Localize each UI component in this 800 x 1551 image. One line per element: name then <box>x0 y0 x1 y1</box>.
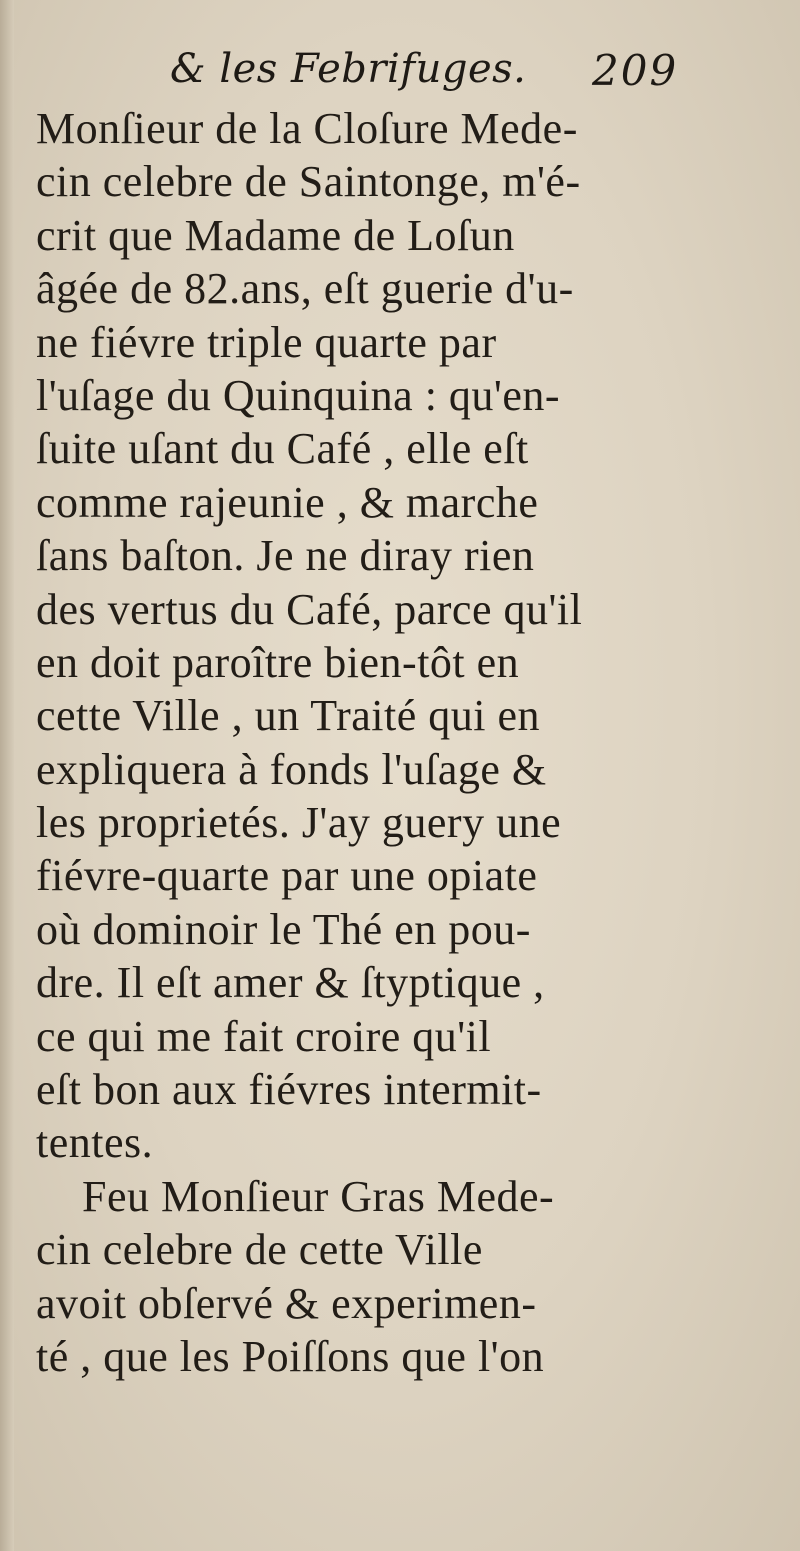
text-line: expliquera à fonds l'uſage & <box>36 744 547 794</box>
page-number: 209 <box>592 46 679 95</box>
text-line: ce qui me fait croire qu'il <box>36 1011 492 1061</box>
text-line: crit que Madame de Loſun <box>36 210 515 260</box>
text-line: comme rajeunie , & marche <box>36 477 539 527</box>
text-line: âgée de 82.ans, eſt guerie d'u- <box>36 264 574 314</box>
text-line: té , que les Poiſſons que l'on <box>36 1331 545 1381</box>
text-line: fiévre-quarte par une opiate <box>36 851 538 901</box>
text-line: tentes. <box>36 1118 154 1168</box>
text-line: des vertus du Café, parce qu'il <box>36 584 583 634</box>
text-line: ſans baſton. Je ne diray rien <box>36 531 535 581</box>
text-line: cin celebre de cette Ville <box>36 1225 483 1275</box>
text-line: dre. Il eſt amer & ſtyptique , <box>36 958 545 1008</box>
page-header <box>0 46 800 106</box>
text-line: avoit obſervé & experimen- <box>36 1278 537 1328</box>
text-line: eſt bon aux fiévres intermit- <box>36 1065 542 1115</box>
text-line: en doit paroître bien-tôt en <box>36 637 520 687</box>
text-line: les proprietés. J'ay guery une <box>36 798 562 848</box>
text-line: ſuite uſant du Café , elle eſt <box>36 424 529 474</box>
running-title: & les Febrifuges. <box>170 46 527 92</box>
page-gutter-edge <box>0 0 14 1551</box>
text-line-paragraph-start: Feu Monſieur Gras Mede- <box>82 1171 555 1221</box>
text-line: cin celebre de Saintonge, m'é- <box>36 157 581 207</box>
body-text <box>36 102 776 1383</box>
text-line: ne fiévre triple quarte par <box>36 317 497 367</box>
text-line: cette Ville , un Traité qui en <box>36 691 541 741</box>
text-line: Monſieur de la Cloſure Mede- <box>36 104 578 153</box>
text-line: où dominoir le Thé en pou- <box>36 904 531 954</box>
text-line: l'uſage du Quinquina : qu'en- <box>36 370 561 420</box>
